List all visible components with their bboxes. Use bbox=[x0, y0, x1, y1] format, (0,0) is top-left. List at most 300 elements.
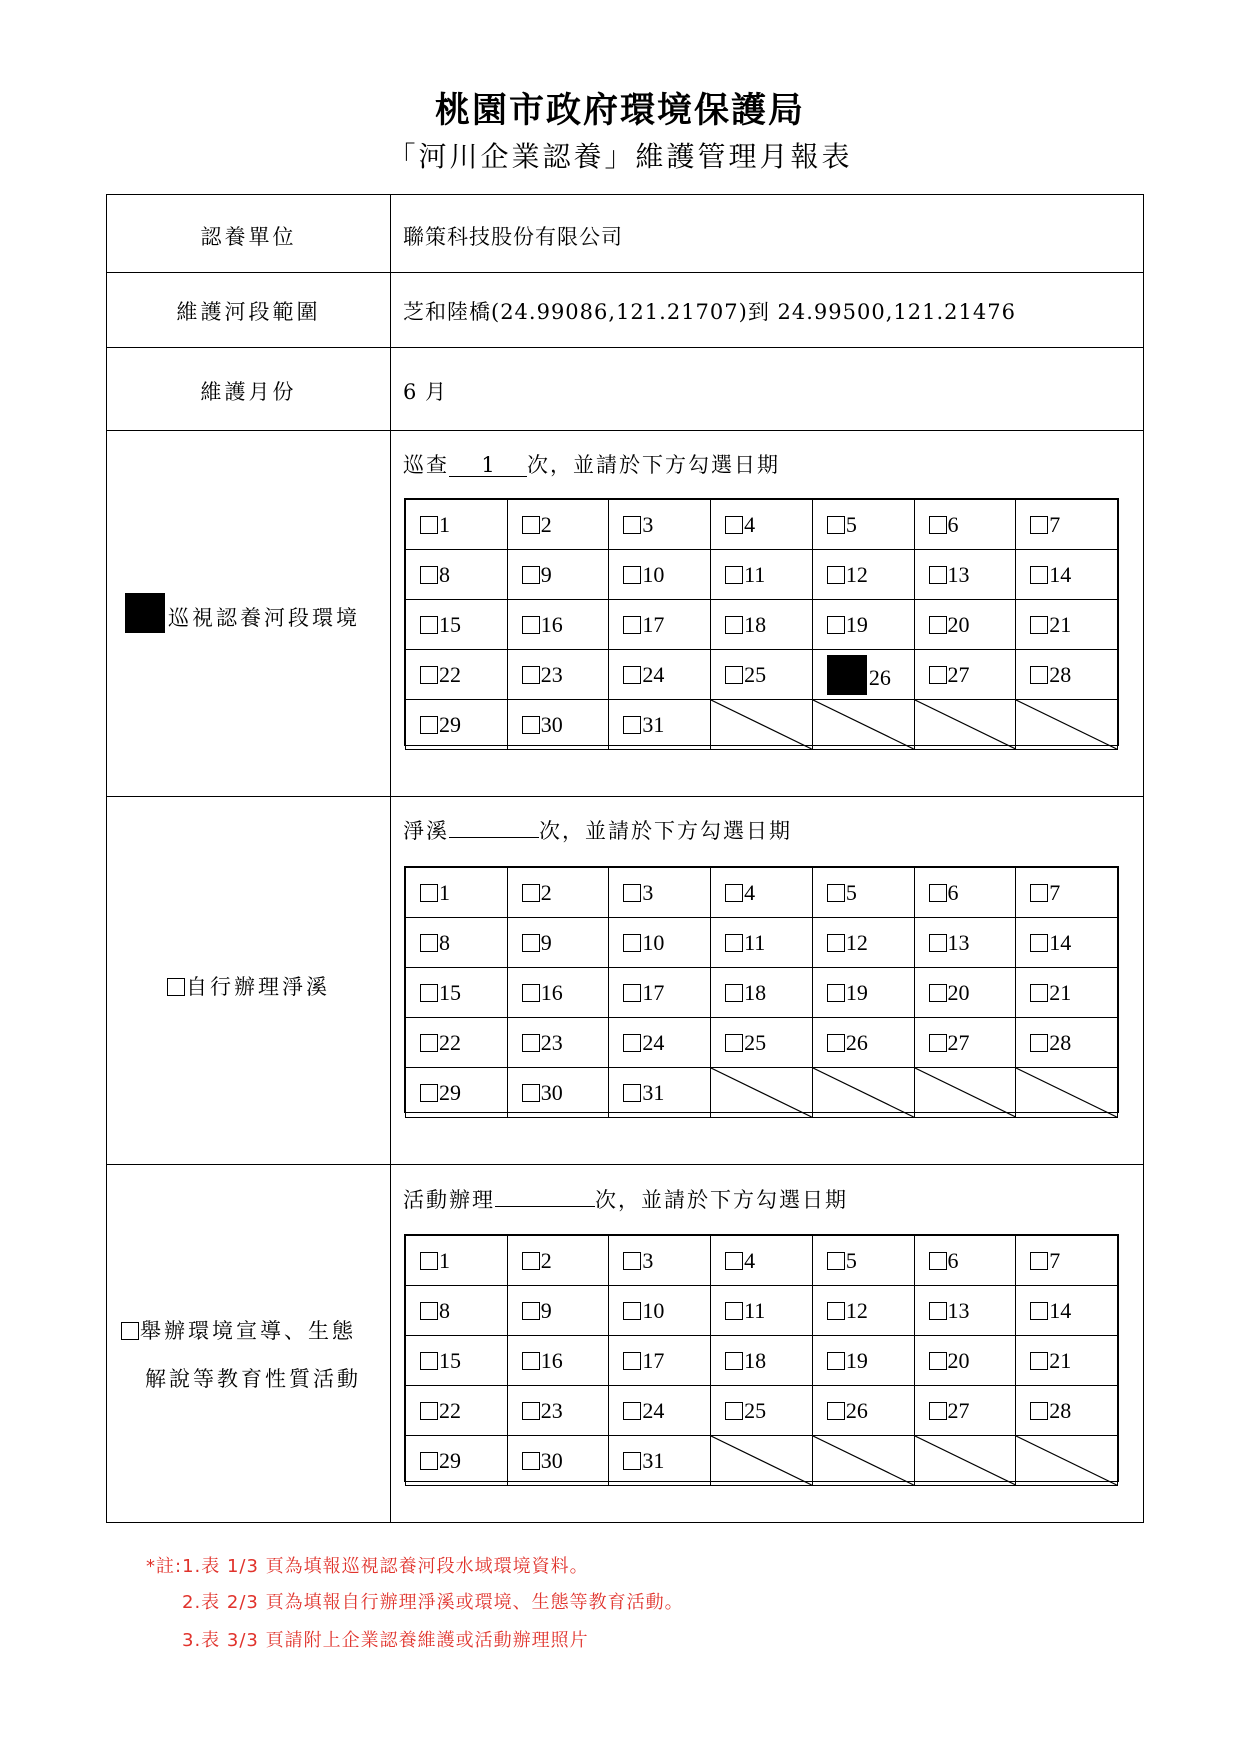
date-cell[interactable] bbox=[406, 650, 508, 700]
date-checkbox[interactable] bbox=[623, 1084, 641, 1102]
date-number: 1 bbox=[439, 1247, 450, 1273]
date-number: 27 bbox=[947, 661, 970, 687]
date-cell[interactable] bbox=[406, 1068, 508, 1118]
date-cell[interactable] bbox=[914, 550, 1016, 600]
date-number: 16 bbox=[540, 611, 563, 637]
date-cell[interactable] bbox=[711, 968, 813, 1018]
date-cell[interactable] bbox=[711, 600, 813, 650]
row-divider bbox=[107, 347, 1143, 348]
date-checkbox[interactable] bbox=[623, 1402, 641, 1420]
date-number: 25 bbox=[744, 1029, 767, 1055]
date-checkbox[interactable] bbox=[1030, 1034, 1048, 1052]
date-number: 28 bbox=[1049, 1029, 1072, 1055]
date-number: 7 bbox=[1049, 879, 1061, 905]
date-number: 14 bbox=[1049, 561, 1072, 587]
unit-value: 聯策科技股份有限公司 bbox=[403, 225, 623, 249]
date-number: 4 bbox=[744, 1247, 756, 1273]
unit-label: 認養單位 bbox=[200, 225, 297, 249]
date-cell[interactable] bbox=[609, 1386, 711, 1436]
empty-cell bbox=[914, 1068, 1016, 1118]
diagonal-line bbox=[1016, 1436, 1117, 1485]
diagonal-line bbox=[915, 1436, 1016, 1485]
date-number: 28 bbox=[1049, 661, 1072, 687]
date-number: 10 bbox=[642, 929, 665, 955]
date-checkbox[interactable] bbox=[827, 1402, 845, 1420]
date-checkbox[interactable] bbox=[827, 516, 845, 534]
date-cell[interactable] bbox=[1016, 1386, 1118, 1436]
date-cell[interactable] bbox=[507, 1286, 609, 1336]
date-checkbox[interactable] bbox=[929, 884, 947, 902]
date-number: 19 bbox=[845, 611, 868, 637]
date-checkbox[interactable] bbox=[827, 616, 845, 634]
date-number: 18 bbox=[744, 979, 767, 1005]
date-checkbox[interactable] bbox=[522, 1252, 540, 1270]
date-number: 7 bbox=[1049, 1247, 1061, 1273]
date-number: 24 bbox=[642, 1029, 665, 1055]
date-number: 25 bbox=[744, 1397, 767, 1423]
diagonal-line bbox=[1016, 700, 1117, 749]
date-cell[interactable] bbox=[507, 550, 609, 600]
date-cell[interactable] bbox=[1016, 500, 1118, 550]
date-cell[interactable] bbox=[812, 1336, 914, 1386]
date-cell[interactable] bbox=[609, 600, 711, 650]
date-cell[interactable] bbox=[1016, 1236, 1118, 1286]
date-number: 8 bbox=[439, 929, 450, 955]
date-cell[interactable] bbox=[914, 1286, 1016, 1336]
date-number: 15 bbox=[439, 611, 461, 637]
date-cell[interactable] bbox=[812, 500, 914, 550]
date-checkbox[interactable] bbox=[420, 616, 438, 634]
date-checkbox[interactable] bbox=[725, 934, 743, 952]
date-checkbox[interactable] bbox=[420, 1452, 438, 1470]
date-number: 17 bbox=[642, 979, 665, 1005]
date-checkbox[interactable] bbox=[1030, 516, 1048, 534]
section-activity-checkbox[interactable] bbox=[121, 1322, 139, 1340]
date-checkbox[interactable] bbox=[1030, 1252, 1048, 1270]
date-checkbox[interactable] bbox=[1030, 1352, 1048, 1370]
date-checkbox[interactable] bbox=[420, 516, 438, 534]
date-checkbox[interactable] bbox=[725, 1302, 743, 1320]
date-cell[interactable] bbox=[914, 968, 1016, 1018]
date-cell[interactable] bbox=[507, 1436, 609, 1486]
section-patrol-count-line: 巡查 1 次，並請於下方勾選日期 bbox=[403, 453, 780, 477]
date-cell[interactable] bbox=[914, 1018, 1016, 1068]
date-number: 30 bbox=[540, 1447, 563, 1473]
date-number: 2 bbox=[540, 879, 552, 905]
date-cell[interactable] bbox=[711, 500, 813, 550]
date-cell[interactable] bbox=[507, 600, 609, 650]
date-number: 22 bbox=[439, 661, 461, 687]
date-number: 31 bbox=[642, 711, 665, 737]
date-checkbox[interactable] bbox=[827, 934, 845, 952]
date-checkbox[interactable] bbox=[929, 1402, 947, 1420]
date-cell[interactable] bbox=[507, 1018, 609, 1068]
date-checkbox[interactable] bbox=[623, 1302, 641, 1320]
date-checkbox[interactable] bbox=[929, 516, 947, 534]
range-label: 維護河段範圍 bbox=[176, 300, 321, 324]
date-checkbox[interactable] bbox=[522, 1402, 540, 1420]
section-cleanup-count-line: 淨溪 次，並請於下方勾選日期 bbox=[403, 819, 792, 843]
date-number: 26 bbox=[845, 1029, 868, 1055]
date-number: 18 bbox=[744, 1347, 767, 1373]
date-number: 10 bbox=[642, 561, 665, 587]
date-checkbox[interactable] bbox=[420, 716, 438, 734]
date-cell[interactable] bbox=[406, 600, 508, 650]
date-cell[interactable] bbox=[507, 500, 609, 550]
date-cell[interactable] bbox=[609, 1018, 711, 1068]
date-cell[interactable] bbox=[609, 918, 711, 968]
date-checkbox[interactable] bbox=[725, 666, 743, 684]
date-cell[interactable] bbox=[711, 868, 813, 918]
date-checkbox[interactable] bbox=[623, 566, 641, 584]
date-cell[interactable] bbox=[812, 1236, 914, 1286]
date-cell[interactable] bbox=[406, 918, 508, 968]
date-cell[interactable] bbox=[812, 1386, 914, 1436]
date-number: 5 bbox=[845, 511, 857, 537]
date-number: 17 bbox=[642, 1347, 665, 1373]
date-cell[interactable] bbox=[812, 600, 914, 650]
date-cell[interactable] bbox=[609, 968, 711, 1018]
date-cell[interactable] bbox=[406, 1236, 508, 1286]
date-number: 4 bbox=[744, 511, 756, 537]
date-checkbox[interactable] bbox=[522, 1352, 540, 1370]
date-number: 10 bbox=[642, 1297, 665, 1323]
date-checkbox[interactable] bbox=[522, 884, 540, 902]
date-number: 3 bbox=[642, 1247, 654, 1273]
date-cell[interactable] bbox=[711, 1336, 813, 1386]
date-cell[interactable] bbox=[914, 868, 1016, 918]
date-checkbox[interactable] bbox=[725, 984, 743, 1002]
date-checkbox[interactable] bbox=[929, 666, 947, 684]
date-checkbox[interactable] bbox=[623, 516, 641, 534]
diagonal-line bbox=[711, 700, 812, 749]
date-number: 6 bbox=[947, 1247, 959, 1273]
row-divider bbox=[107, 796, 1143, 797]
date-number: 23 bbox=[540, 1029, 563, 1055]
date-cell[interactable] bbox=[609, 1336, 711, 1386]
date-number: 14 bbox=[1049, 1297, 1072, 1323]
diagonal-line bbox=[813, 700, 914, 749]
date-cell[interactable] bbox=[406, 1018, 508, 1068]
date-cell[interactable] bbox=[812, 1286, 914, 1336]
date-number: 31 bbox=[642, 1079, 665, 1105]
date-checkbox[interactable] bbox=[522, 716, 540, 734]
date-cell[interactable] bbox=[812, 868, 914, 918]
date-checkbox[interactable] bbox=[522, 1084, 540, 1102]
date-cell[interactable] bbox=[406, 1336, 508, 1386]
date-cell[interactable] bbox=[507, 700, 609, 750]
date-cell[interactable] bbox=[609, 500, 711, 550]
date-cell[interactable] bbox=[711, 1286, 813, 1336]
date-checkbox[interactable] bbox=[1030, 1302, 1048, 1320]
date-checkbox[interactable] bbox=[1030, 616, 1048, 634]
date-number: 5 bbox=[845, 1247, 857, 1273]
date-cell[interactable] bbox=[406, 1386, 508, 1436]
date-checkbox[interactable] bbox=[1030, 884, 1048, 902]
empty-cell bbox=[812, 700, 914, 750]
date-checkbox[interactable] bbox=[827, 1034, 845, 1052]
date-checkbox[interactable] bbox=[522, 1034, 540, 1052]
date-cell[interactable] bbox=[711, 918, 813, 968]
date-cell[interactable] bbox=[711, 1386, 813, 1436]
date-checkbox[interactable] bbox=[827, 566, 845, 584]
date-number: 21 bbox=[1049, 611, 1072, 637]
date-number: 1 bbox=[439, 511, 450, 537]
date-number: 26 bbox=[868, 664, 891, 690]
date-number: 30 bbox=[540, 1079, 563, 1105]
date-checkbox[interactable] bbox=[420, 1034, 438, 1052]
date-checkbox-checked[interactable] bbox=[827, 655, 867, 695]
section-patrol-label: 巡視認養河段環境 bbox=[125, 593, 395, 633]
date-checkbox[interactable] bbox=[929, 984, 947, 1002]
date-checkbox[interactable] bbox=[623, 716, 641, 734]
patrol-date-grid bbox=[404, 498, 1119, 746]
date-checkbox[interactable] bbox=[623, 1252, 641, 1270]
empty-cell bbox=[812, 1068, 914, 1118]
date-checkbox[interactable] bbox=[623, 1452, 641, 1470]
date-number: 15 bbox=[439, 979, 461, 1005]
date-checkbox[interactable] bbox=[420, 1402, 438, 1420]
date-checkbox[interactable] bbox=[1030, 934, 1048, 952]
date-cell[interactable] bbox=[507, 1386, 609, 1436]
diagonal-line bbox=[1016, 1068, 1117, 1117]
date-checkbox[interactable] bbox=[1030, 666, 1048, 684]
date-checkbox[interactable] bbox=[929, 1034, 947, 1052]
date-checkbox[interactable] bbox=[522, 984, 540, 1002]
date-cell[interactable] bbox=[711, 1018, 813, 1068]
date-number: 30 bbox=[540, 711, 563, 737]
date-checkbox[interactable] bbox=[725, 1034, 743, 1052]
date-cell[interactable] bbox=[1016, 550, 1118, 600]
date-checkbox[interactable] bbox=[1030, 984, 1048, 1002]
section-cleanup-count[interactable] bbox=[449, 837, 539, 838]
date-number: 8 bbox=[439, 1297, 450, 1323]
note-1: *註:1.表 1/3 頁為填報巡視認養河段水域環境資料。 bbox=[146, 1556, 589, 1577]
date-cell[interactable] bbox=[609, 650, 711, 700]
section-cleanup-checkbox[interactable] bbox=[167, 978, 185, 996]
date-checkbox[interactable] bbox=[522, 666, 540, 684]
date-checkbox[interactable] bbox=[522, 1452, 540, 1470]
date-checkbox[interactable] bbox=[623, 934, 641, 952]
date-checkbox[interactable] bbox=[420, 566, 438, 584]
date-cell[interactable] bbox=[1016, 1018, 1118, 1068]
date-cell[interactable] bbox=[406, 1436, 508, 1486]
date-cell[interactable] bbox=[1016, 1336, 1118, 1386]
date-checkbox[interactable] bbox=[522, 516, 540, 534]
date-checkbox[interactable] bbox=[420, 1302, 438, 1320]
date-checkbox[interactable] bbox=[522, 1302, 540, 1320]
date-cell[interactable] bbox=[914, 918, 1016, 968]
date-checkbox[interactable] bbox=[420, 1252, 438, 1270]
diagonal-line bbox=[711, 1068, 812, 1117]
date-checkbox[interactable] bbox=[827, 984, 845, 1002]
date-cell[interactable] bbox=[406, 1286, 508, 1336]
date-number: 3 bbox=[642, 879, 654, 905]
date-checkbox[interactable] bbox=[725, 1402, 743, 1420]
date-number: 22 bbox=[439, 1397, 461, 1423]
date-cell[interactable] bbox=[406, 500, 508, 550]
date-checkbox[interactable] bbox=[623, 884, 641, 902]
date-cell[interactable] bbox=[711, 1236, 813, 1286]
empty-cell bbox=[711, 700, 813, 750]
date-number: 20 bbox=[947, 1347, 970, 1373]
date-cell[interactable] bbox=[914, 1236, 1016, 1286]
cleanup-date-grid bbox=[404, 866, 1119, 1113]
date-cell[interactable] bbox=[507, 868, 609, 918]
date-cell[interactable] bbox=[507, 918, 609, 968]
date-number: 12 bbox=[845, 929, 868, 955]
date-checkbox[interactable] bbox=[522, 566, 540, 584]
activity-date-grid bbox=[404, 1234, 1119, 1482]
date-checkbox[interactable] bbox=[725, 616, 743, 634]
diagonal-line bbox=[915, 700, 1016, 749]
date-checkbox[interactable] bbox=[623, 616, 641, 634]
date-number: 11 bbox=[744, 929, 766, 955]
date-cell[interactable] bbox=[914, 600, 1016, 650]
section-activity-label: 舉辦環境宣導、生態 bbox=[121, 1315, 391, 1345]
date-number: 17 bbox=[642, 611, 665, 637]
date-cell[interactable] bbox=[507, 1068, 609, 1118]
page-title: 桃園市政府環境保護局 bbox=[434, 90, 805, 131]
date-cell[interactable] bbox=[1016, 868, 1118, 918]
date-cell[interactable] bbox=[812, 650, 914, 700]
date-number: 29 bbox=[439, 1447, 461, 1473]
date-checkbox[interactable] bbox=[827, 1352, 845, 1370]
date-cell[interactable] bbox=[609, 1286, 711, 1336]
date-checkbox[interactable] bbox=[827, 1252, 845, 1270]
date-checkbox[interactable] bbox=[1030, 1402, 1048, 1420]
date-cell[interactable] bbox=[914, 1386, 1016, 1436]
date-checkbox[interactable] bbox=[725, 1252, 743, 1270]
date-number: 21 bbox=[1049, 1347, 1072, 1373]
month-label: 維護月份 bbox=[200, 380, 297, 404]
date-cell[interactable] bbox=[1016, 650, 1118, 700]
date-checkbox[interactable] bbox=[420, 984, 438, 1002]
date-checkbox[interactable] bbox=[522, 616, 540, 634]
date-checkbox[interactable] bbox=[420, 934, 438, 952]
date-checkbox[interactable] bbox=[420, 666, 438, 684]
note-3: 3.表 3/3 頁請附上企業認養維護或活動辦理照片 bbox=[182, 1630, 589, 1651]
date-number: 26 bbox=[845, 1397, 868, 1423]
date-number: 12 bbox=[845, 1297, 868, 1323]
date-checkbox[interactable] bbox=[623, 984, 641, 1002]
empty-cell bbox=[914, 1436, 1016, 1486]
date-checkbox[interactable] bbox=[420, 1352, 438, 1370]
date-number: 27 bbox=[947, 1397, 970, 1423]
date-cell[interactable] bbox=[406, 550, 508, 600]
page-subtitle: 「河川企業認養」維護管理月報表 bbox=[387, 140, 853, 173]
date-cell[interactable] bbox=[609, 868, 711, 918]
date-cell[interactable] bbox=[609, 550, 711, 600]
date-cell[interactable] bbox=[914, 650, 1016, 700]
date-checkbox[interactable] bbox=[725, 884, 743, 902]
date-cell[interactable] bbox=[1016, 600, 1118, 650]
empty-cell bbox=[914, 700, 1016, 750]
date-number: 29 bbox=[439, 1079, 461, 1105]
date-checkbox[interactable] bbox=[420, 884, 438, 902]
row-divider bbox=[107, 272, 1143, 273]
date-cell[interactable] bbox=[406, 868, 508, 918]
date-cell[interactable] bbox=[609, 700, 711, 750]
date-number: 27 bbox=[947, 1029, 970, 1055]
date-checkbox[interactable] bbox=[929, 1302, 947, 1320]
date-cell[interactable] bbox=[406, 700, 508, 750]
date-cell[interactable] bbox=[812, 550, 914, 600]
date-cell[interactable] bbox=[1016, 968, 1118, 1018]
date-cell[interactable] bbox=[812, 918, 914, 968]
date-checkbox[interactable] bbox=[929, 616, 947, 634]
date-number: 12 bbox=[845, 561, 868, 587]
date-number: 9 bbox=[540, 929, 552, 955]
date-checkbox[interactable] bbox=[725, 1352, 743, 1370]
diagonal-line bbox=[711, 1436, 812, 1485]
date-checkbox[interactable] bbox=[522, 934, 540, 952]
section-activity-count[interactable] bbox=[495, 1206, 595, 1207]
date-cell[interactable] bbox=[914, 500, 1016, 550]
date-number: 11 bbox=[744, 561, 766, 587]
date-cell[interactable] bbox=[609, 1436, 711, 1486]
date-cell[interactable] bbox=[609, 1236, 711, 1286]
date-number: 19 bbox=[845, 979, 868, 1005]
date-number: 3 bbox=[642, 511, 654, 537]
date-cell[interactable] bbox=[609, 1068, 711, 1118]
date-cell[interactable] bbox=[507, 968, 609, 1018]
date-number: 19 bbox=[845, 1347, 868, 1373]
date-number: 2 bbox=[540, 511, 552, 537]
date-checkbox[interactable] bbox=[929, 566, 947, 584]
date-cell[interactable] bbox=[711, 650, 813, 700]
date-checkbox[interactable] bbox=[725, 516, 743, 534]
date-checkbox[interactable] bbox=[623, 666, 641, 684]
section-activity-count-line: 活動辦理 次，並請於下方勾選日期 bbox=[403, 1188, 848, 1212]
date-checkbox[interactable] bbox=[827, 1302, 845, 1320]
date-cell[interactable] bbox=[812, 968, 914, 1018]
date-cell[interactable] bbox=[507, 650, 609, 700]
empty-cell bbox=[711, 1436, 813, 1486]
section-cleanup-label: 自行辦理淨溪 bbox=[107, 971, 390, 1001]
date-checkbox[interactable] bbox=[623, 1034, 641, 1052]
date-number: 13 bbox=[947, 561, 970, 587]
date-cell[interactable] bbox=[1016, 918, 1118, 968]
date-cell[interactable] bbox=[914, 1336, 1016, 1386]
date-cell[interactable] bbox=[406, 968, 508, 1018]
diagonal-line bbox=[915, 1068, 1016, 1117]
date-number: 24 bbox=[642, 1397, 665, 1423]
range-value: 芝和陸橋(24.99086,121.21707)到 24.99500,121.21476 bbox=[403, 300, 1016, 324]
date-cell[interactable] bbox=[711, 550, 813, 600]
date-checkbox[interactable] bbox=[420, 1084, 438, 1102]
date-cell[interactable] bbox=[1016, 1286, 1118, 1336]
date-cell[interactable] bbox=[507, 1336, 609, 1386]
empty-cell bbox=[1016, 1068, 1118, 1118]
date-checkbox[interactable] bbox=[929, 934, 947, 952]
date-number: 24 bbox=[642, 661, 665, 687]
section-patrol-checkbox[interactable] bbox=[125, 593, 165, 633]
date-checkbox[interactable] bbox=[929, 1252, 947, 1270]
date-checkbox[interactable] bbox=[725, 566, 743, 584]
empty-cell bbox=[711, 1068, 813, 1118]
date-checkbox[interactable] bbox=[623, 1352, 641, 1370]
date-checkbox[interactable] bbox=[1030, 566, 1048, 584]
date-cell[interactable] bbox=[812, 1018, 914, 1068]
section-patrol-count[interactable]: 1 bbox=[449, 454, 527, 477]
date-number: 8 bbox=[439, 561, 450, 587]
date-number: 6 bbox=[947, 879, 959, 905]
date-cell[interactable] bbox=[507, 1236, 609, 1286]
date-checkbox[interactable] bbox=[827, 884, 845, 902]
date-checkbox[interactable] bbox=[929, 1352, 947, 1370]
date-number: 14 bbox=[1049, 929, 1072, 955]
